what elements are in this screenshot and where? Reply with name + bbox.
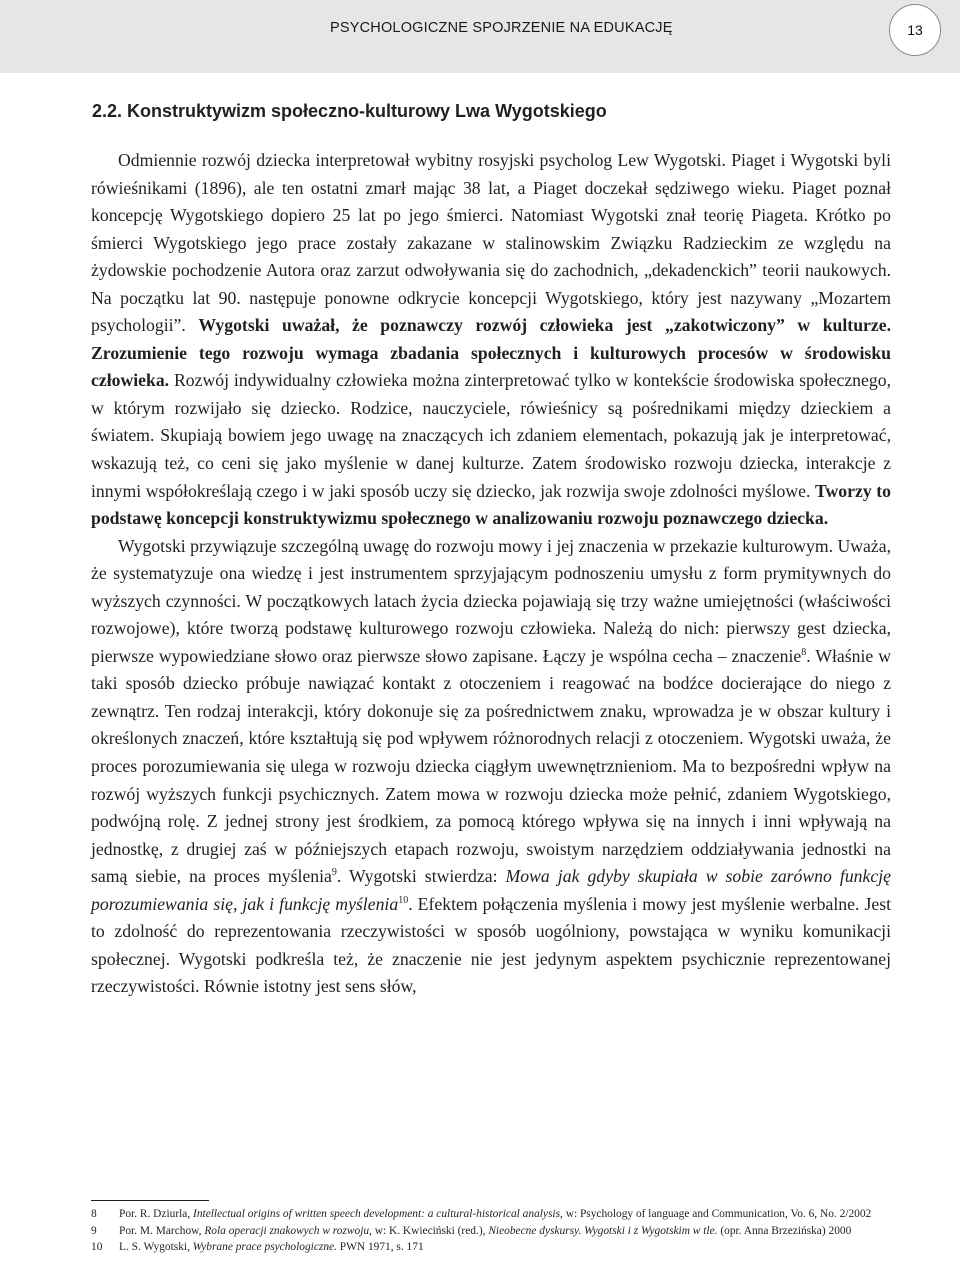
footnote-text: (opr. Anna Brzezińska) 2000 — [717, 1224, 852, 1237]
paragraph-1-text-a: Odmiennie rozwój dziecka interpretował wybitny rosyjski psycholog Lew Wygotski. Piaget i Wygotski byli rówieśnikami (1896), ale ten ostatni zmarł mając 38 lat, a Piaget doczekał sędziwego wieku. Piaget poznał koncepcję Wygotskiego dopiero 25 lat po jego śmierci. Natomiast Wygotski znał teorię Piageta. Krótko po śmierci Wygotskiego jego prace zostały zakazane w stalinowskim Związku Radzieckim ze względu na żydowskie pochodzenie Autora oraz zarzut odwoływania się do zachodnich, „dekadenckich” teorii naukowych. Na początku lat 90. następuje ponowne odkrycie koncepcji Wygotskiego, który jest nazywany „Mozartem psychologii”. — [91, 150, 891, 336]
footnote-title: Wybrane prace psychologiczne. — [192, 1241, 337, 1254]
footnote-title: Nieobecne dyskursy. Wygotski i z Wygotskim w tle. — [488, 1224, 718, 1237]
paragraph-1 — [91, 147, 891, 533]
paragraph-2 — [91, 533, 891, 1001]
footnote-ref-9[interactable]: 9 — [331, 867, 337, 879]
page-number: 13 — [907, 22, 923, 38]
footnote-title: Intellectual origins of written speech development: a cultural-historical analysis — [193, 1208, 561, 1220]
footnote-ref-10[interactable]: 10 — [398, 894, 409, 906]
footnote-text: PWN 1971, s. 171 — [336, 1241, 424, 1254]
paragraph-1-bold-b: Tworzy to podstawę koncepcji konstruktywizmu społecznego w analizowaniu rozwoju poznawczego dziecka. — [91, 480, 891, 529]
footnote-text: Por. M. Marchow, — [119, 1224, 205, 1237]
section-heading: 2.2. Konstruktywizm społeczno-kulturowy Lwa Wygotskiego — [92, 101, 607, 121]
footnote-text: L. S. Wygotski, — [119, 1241, 193, 1254]
footnote-number: 9 — [91, 1224, 97, 1237]
footnote-divider — [91, 1200, 209, 1201]
paragraph-2-text-b: . Właśnie w taki sposób dziecko próbuje nawiązać kontakt z otoczeniem i reagować na bodźce docierające do niego z zewnątrz. Ten rodzaj interakcji, który dokonuje się za pośrednictwem znaku, wprowadza je w obszar kultury i określonych znaczeń, które kształtują się pod wpływem różnorodnych relacji z otoczeniem. Wygotski uważa, że proces porozumiewania się ulega w rozwoju dziecka ciągłym uwewnętrznieniom. Ma to bezpośredni wpływ na rozwój wyższych funkcji psychicznych. Zatem mowa w rozwoju dziecka może pełnić, zdaniem Wygotskiego, podwójną rolę. Z jednej strony jest środkiem, za pomocą którego wpływa się na innych i inni wpływają na jednostkę, z drugiej zaś w późniejszych etapach rozwoju, swoistym narzędziem oddziaływania jednostki na samą siebie, na proces myślenia — [91, 645, 892, 887]
page-number-badge — [889, 4, 941, 56]
footnote-title: Rola operacji znakowych w rozwoju, — [204, 1224, 372, 1237]
paragraph-2-text-d: . Efektem połączenia myślenia i mowy jest myślenie werbalne. Jest to zdolność do reprezentowania rzeczywistości w sposób uogólniony, powstająca w wyniku komunikacji społecznej. Wygotski podkreśla też, że znaczenie nie jest jedynym aspektem psychicznie reprezentowanej rzeczywistości. Równie istotny jest sens słów, — [91, 893, 891, 997]
paragraph-1-text-b: Rozwój indywidualny człowieka można zinterpretować tylko w kontekście środowiska społecznego, w którym rozwijało się dziecko. Rodzice, nauczyciele, rówieśnicy są pośrednikami między dzieckiem a światem. Skupiają bowiem jego uwagę na znaczących ich zdaniem elementach, pokazują jak je interpretować, wskazują też, co ceni się jako myślenie w danej kulturze. Zatem środowisko rozwoju dziecka, interakcje z innymi współokreślają czego i w jaki sposób uczy się dziecko, jak rozwija swoje zdolności myślowe. — [91, 370, 891, 501]
footnote-text: , w: Psychology of language and Communication, Vo. 6, No. 2/2002 — [560, 1208, 872, 1220]
footnotes — [91, 1207, 889, 1257]
paragraph-2-text-c: . Wygotski stwierdza: — [336, 866, 506, 887]
footnote-text: Por. R. Dziurla, — [119, 1208, 194, 1220]
footnote-number: 8 — [91, 1208, 97, 1220]
footnote-9 — [91, 1224, 889, 1239]
footnote-number: 10 — [91, 1241, 103, 1254]
body-text — [91, 147, 891, 1001]
page-header — [0, 0, 960, 73]
footnote-10 — [91, 1240, 889, 1255]
footnote-8 — [91, 1207, 889, 1222]
paragraph-1-bold-a: Wygotski uważał, że poznawczy rozwój człowieka jest „zakotwiczony” w kulturze. Zrozumienie tego rozwoju wymaga zbadania społecznych i kulturowych procesów w środowisku człowieka. — [91, 315, 892, 391]
footnote-text: w: K. Kwieciński (red.), — [371, 1224, 489, 1237]
quote-italic: Mowa jak gdyby skupiała w sobie zarówno funkcję porozumiewania się, jak i funkcję myślenia — [91, 866, 891, 914]
running-title: PSYCHOLOGICZNE SPOJRZENIE NA EDUKACJĘ — [330, 20, 673, 36]
footnote-ref-8[interactable]: 8 — [801, 646, 807, 658]
paragraph-2-text-a: Wygotski przywiązuje szczególną uwagę do rozwoju mowy i jej znaczenia w przekazie kulturowym. Uważa, że systematyzuje ona wiedzę i jest instrumentem sprzyjającym podnoszeniu umysłu z form prymitywnych do wyższych czynności. W początkowych latach życia dziecka pojawiają się trzy ważne umiejętności (właściwości rozwojowe), które tworzą podstawę kulturowego rozwoju człowieka. Należą do nich: pierwszy gest dziecka, pierwsze wypowiedziane słowo oraz pierwsze słowo zapisane. Łączy je wspólna cecha – znaczenie — [91, 535, 891, 666]
